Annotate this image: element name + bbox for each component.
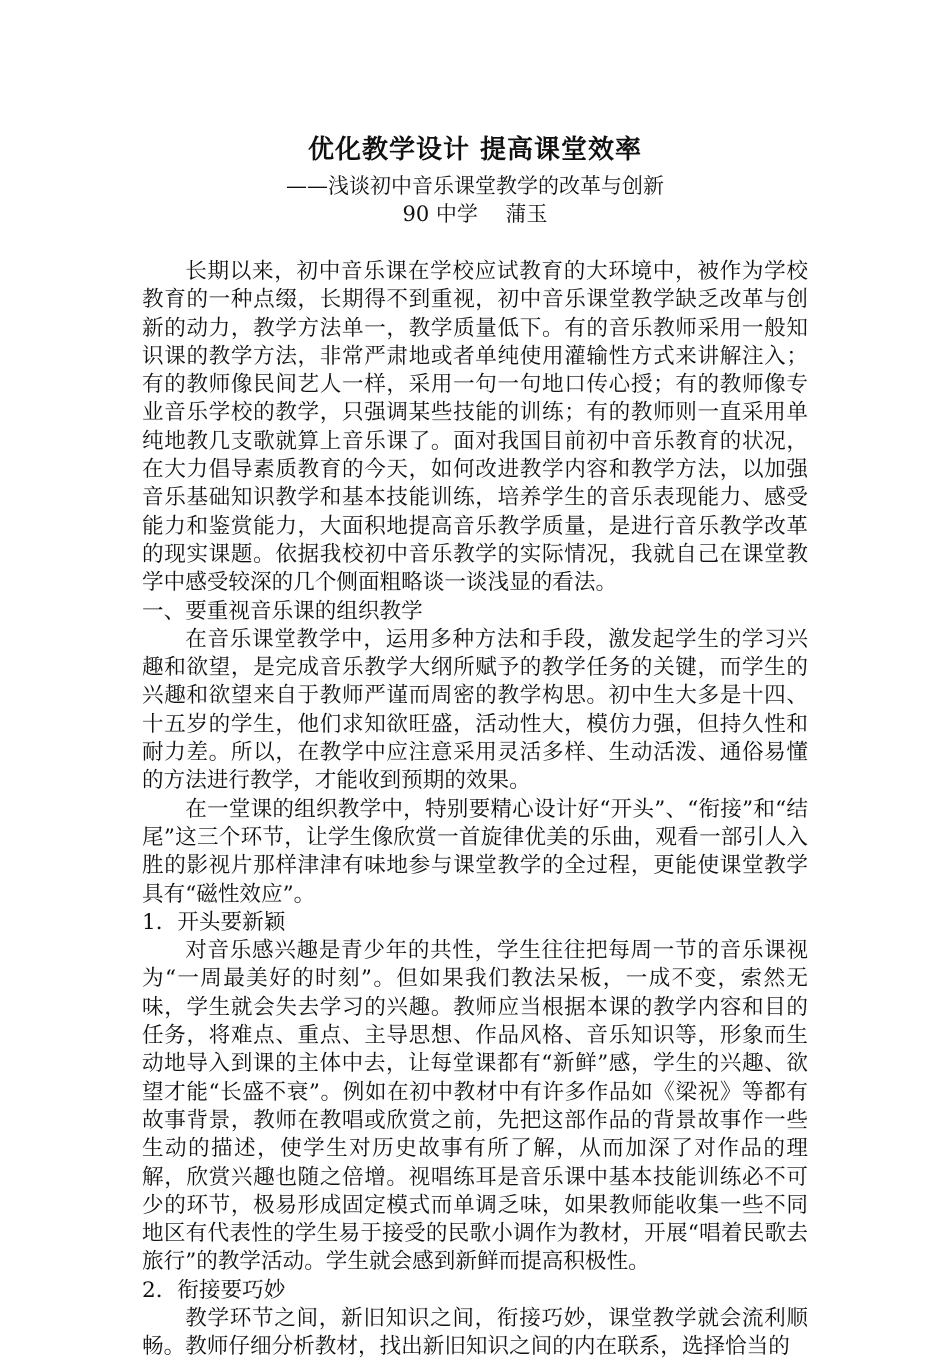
paragraph-transition: 教学环节之间，新旧知识之间，衔接巧妙，课堂教学就会流利顺畅。教师仔细分析教材，找出新旧知识之间的内在联系，选择恰当的 (142, 1305, 808, 1360)
document-author: 90 中学 蒲玉 (402, 202, 548, 226)
paragraph-organization: 在音乐课堂教学中，运用多种方法和手段，激发起学生的学习兴趣和欲望，是完成音乐教学大纲所赋予的教学任务的关键，而学生的兴趣和欲望来自于教师严谨而周密的教学构思。初中生大多是十四、十五岁的学生，他们求知欲旺盛，活动性大，模仿力强，但持久性和耐力差。所以，在教学中应注意采用灵活多样、生动活泼、通俗易懂的方法进行教学，才能收到预期的效果。 (142, 626, 808, 794)
document-title: 优化教学设计 提高课堂效率 (307, 135, 643, 165)
paragraph-opening: 对音乐感兴趣是青少年的共性，学生往往把每周一节的音乐课视为“一周最美好的时刻”。但如果我们教法呆板，一成不变，索然无味，学生就会失去学习的兴趣。教师应当根据本课的教学内容和目的任务，将难点、重点、主导思想、作品风格、音乐知识等，形象而生动地导入到课的主体中去，让每堂课都有“新鲜”感，学生的兴趣、欲望才能“长盛不衰”。例如在初中教材中有许多作品如《梁祝》等都有故事背景，教师在教唱或欣赏之前，先把这部作品的背景故事作一些生动的描述，使学生对历史故事有所了解，从而加深了对作品的理解，欣赏兴趣也随之倍增。视唱练耳是音乐课中基本技能训练必不可少的环节，极易形成固定模式而单调乏味，如果教师能收集一些不同地区有代表性的学生易于接受的民歌小调作为教材，开展“唱着民歌去旅行”的教学活动。学生就会感到新鲜而提高积极性。 (142, 938, 808, 1275)
paragraph-three-links: 在一堂课的组织教学中，特别要精心设计好“开头”、“衔接”和“结尾”这三个环节，让学生像欣赏一首旋律优美的乐曲，观看一部引人入胜的影视片那样津津有味地参与课堂教学的全过程，更能使课堂教学具有“磁性效应”。 (142, 796, 808, 907)
subheading-opening: 1．开头要新颖 (142, 909, 286, 935)
section-heading-1: 一、要重视音乐课的组织教学 (142, 598, 423, 624)
paragraph-intro: 长期以来，初中音乐课在学校应试教育的大环境中，被作为学校教育的一种点缀，长期得不到重视，初中音乐课堂教学缺乏改革与创新的动力，教学方法单一，教学质量低下。有的音乐教师采用一般知识课的教学方法，非常严肃地或者单纯使用灌输性方式来讲解注入；有的教师像民间艺人一样，采用一句一句地口传心授；有的教师像专业音乐学校的教学，只强调某些技能的训练；有的教师则一直采用单纯地教几支歌就算上音乐课了。面对我国目前初中音乐教育的状况，在大力倡导素质教育的今天，如何改进教学内容和教学方法，以加强音乐基础知识教学和基本技能训练，培养学生的音乐表现能力、感受能力和鉴赏能力，大面积地提高音乐教学质量，是进行音乐教学改革的现实课题。依据我校初中音乐教学的实际情况，我就自己在课堂教学中感受较深的几个侧面粗略谈一谈浅显的看法。 (142, 259, 808, 596)
subheading-transition: 2．衔接要巧妙 (142, 1277, 286, 1303)
document-subtitle: ——浅谈初中音乐课堂教学的改革与创新 (286, 174, 664, 198)
document-page (142, 132, 808, 1362)
document-body (142, 258, 808, 1362)
